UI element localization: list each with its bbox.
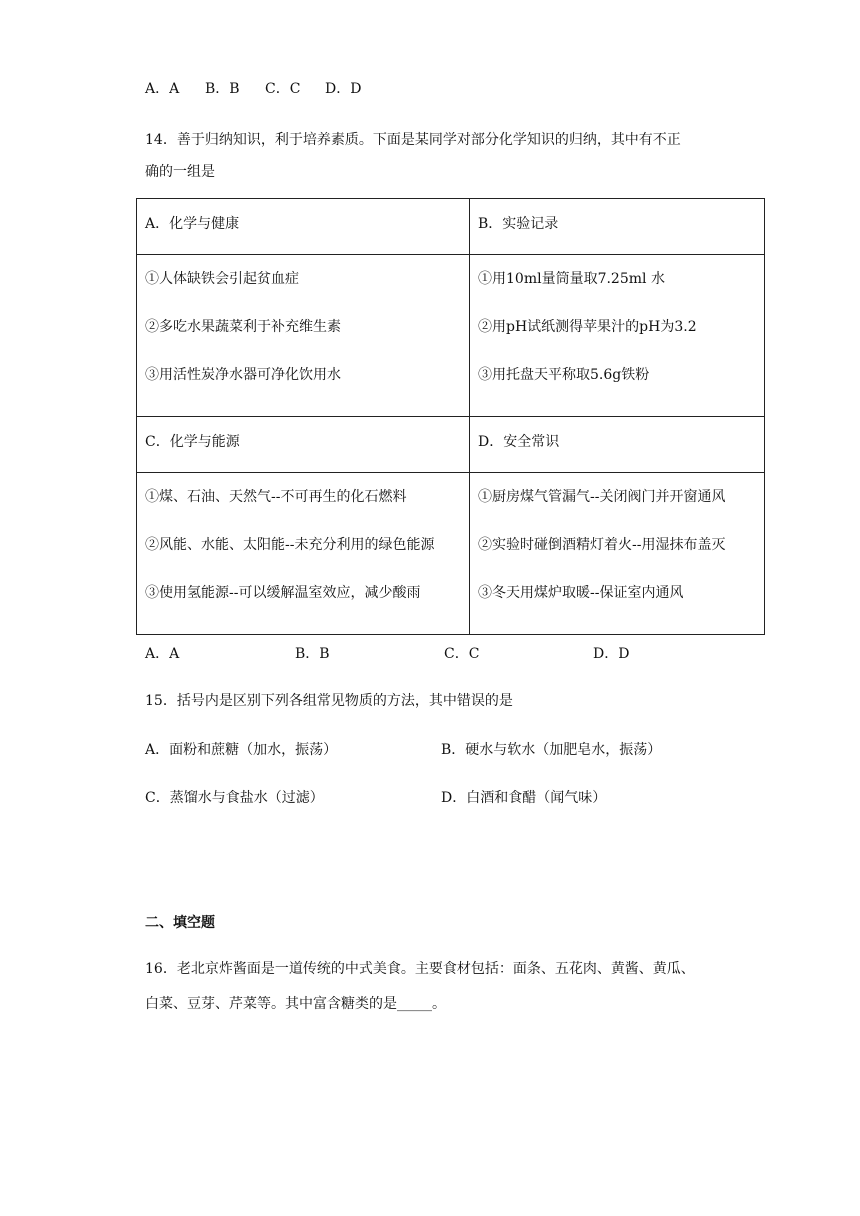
table-a-item: ①人体缺铁会引起贫血症 <box>145 271 299 287</box>
q15-option-a: A．面粉和蔗糖（加水，振荡） <box>145 742 338 758</box>
table-b-item: ③用托盘天平称取5.6g铁粉 <box>478 367 650 383</box>
q16-line2: 白菜、豆芽、芹菜等。其中富含糖类的是_____。 <box>145 996 446 1012</box>
table-d-item: ②实验时碰倒酒精灯着火--用湿抹布盖灭 <box>478 537 726 553</box>
table-b-item: ②用pH试纸测得苹果汁的pH为3.2 <box>478 319 697 335</box>
table-d-item: ①厨房煤气管漏气--关闭阀门并开窗通风 <box>478 489 726 505</box>
table-cell-d <box>470 473 765 635</box>
q15-option-c: C．蒸馏水与食盐水（过滤） <box>145 790 324 806</box>
q15-stem: 15．括号内是区别下列各组常见物质的方法，其中错误的是 <box>145 693 513 709</box>
table-cell-c <box>137 473 470 635</box>
q15-option-b: B．硬水与软水（加肥皂水，振荡） <box>441 742 662 758</box>
q14-option-b: B．B <box>295 646 330 662</box>
q14-stem-line2: 确的一组是 <box>145 164 215 180</box>
table-c-item: ①煤、石油、天然气--不可再生的化石燃料 <box>145 489 407 505</box>
table-a-item: ③用活性炭净水器可净化饮用水 <box>145 367 341 383</box>
q16-line1: 16．老北京炸酱面是一道传统的中式美食。主要食材包括：面条、五花肉、黄酱、黄瓜、 <box>145 961 695 977</box>
q13-option-d: D．D <box>325 81 362 97</box>
q13-option-c: C．C <box>265 81 301 97</box>
q14-option-d: D．D <box>593 646 630 662</box>
q14-option-c: C．C <box>444 646 480 662</box>
table-header-b: B．实验记录 <box>470 199 765 255</box>
table-cell-b <box>470 255 765 417</box>
q14-option-a: A．A <box>145 646 180 662</box>
q13-option-b: B．B <box>205 81 240 97</box>
q14-stem-line1: 14．善于归纳知识，利于培养素质。下面是某同学对部分化学知识的归纳，其中有不正 <box>145 132 681 148</box>
table-b-item: ①用10ml量筒量取7.25ml 水 <box>478 271 665 287</box>
section-title: 二、填空题 <box>145 915 215 931</box>
table-c-item: ③使用氢能源--可以缓解温室效应，减少酸雨 <box>145 585 421 601</box>
table-header-c: C．化学与能源 <box>137 417 470 473</box>
q13-option-a: A．A <box>145 81 180 97</box>
table-header-a: A．化学与健康 <box>137 199 470 255</box>
q14-table <box>136 198 765 635</box>
q15-option-d: D．白酒和食醋（闻气味） <box>441 790 607 806</box>
q13-options <box>145 78 361 98</box>
table-header-d: D．安全常识 <box>470 417 765 473</box>
table-d-item: ③冬天用煤炉取暖--保证室内通风 <box>478 585 684 601</box>
table-cell-a <box>137 255 470 417</box>
table-a-item: ②多吃水果蔬菜利于补充维生素 <box>145 319 341 335</box>
table-c-item: ②风能、水能、太阳能--未充分利用的绿色能源 <box>145 537 435 553</box>
